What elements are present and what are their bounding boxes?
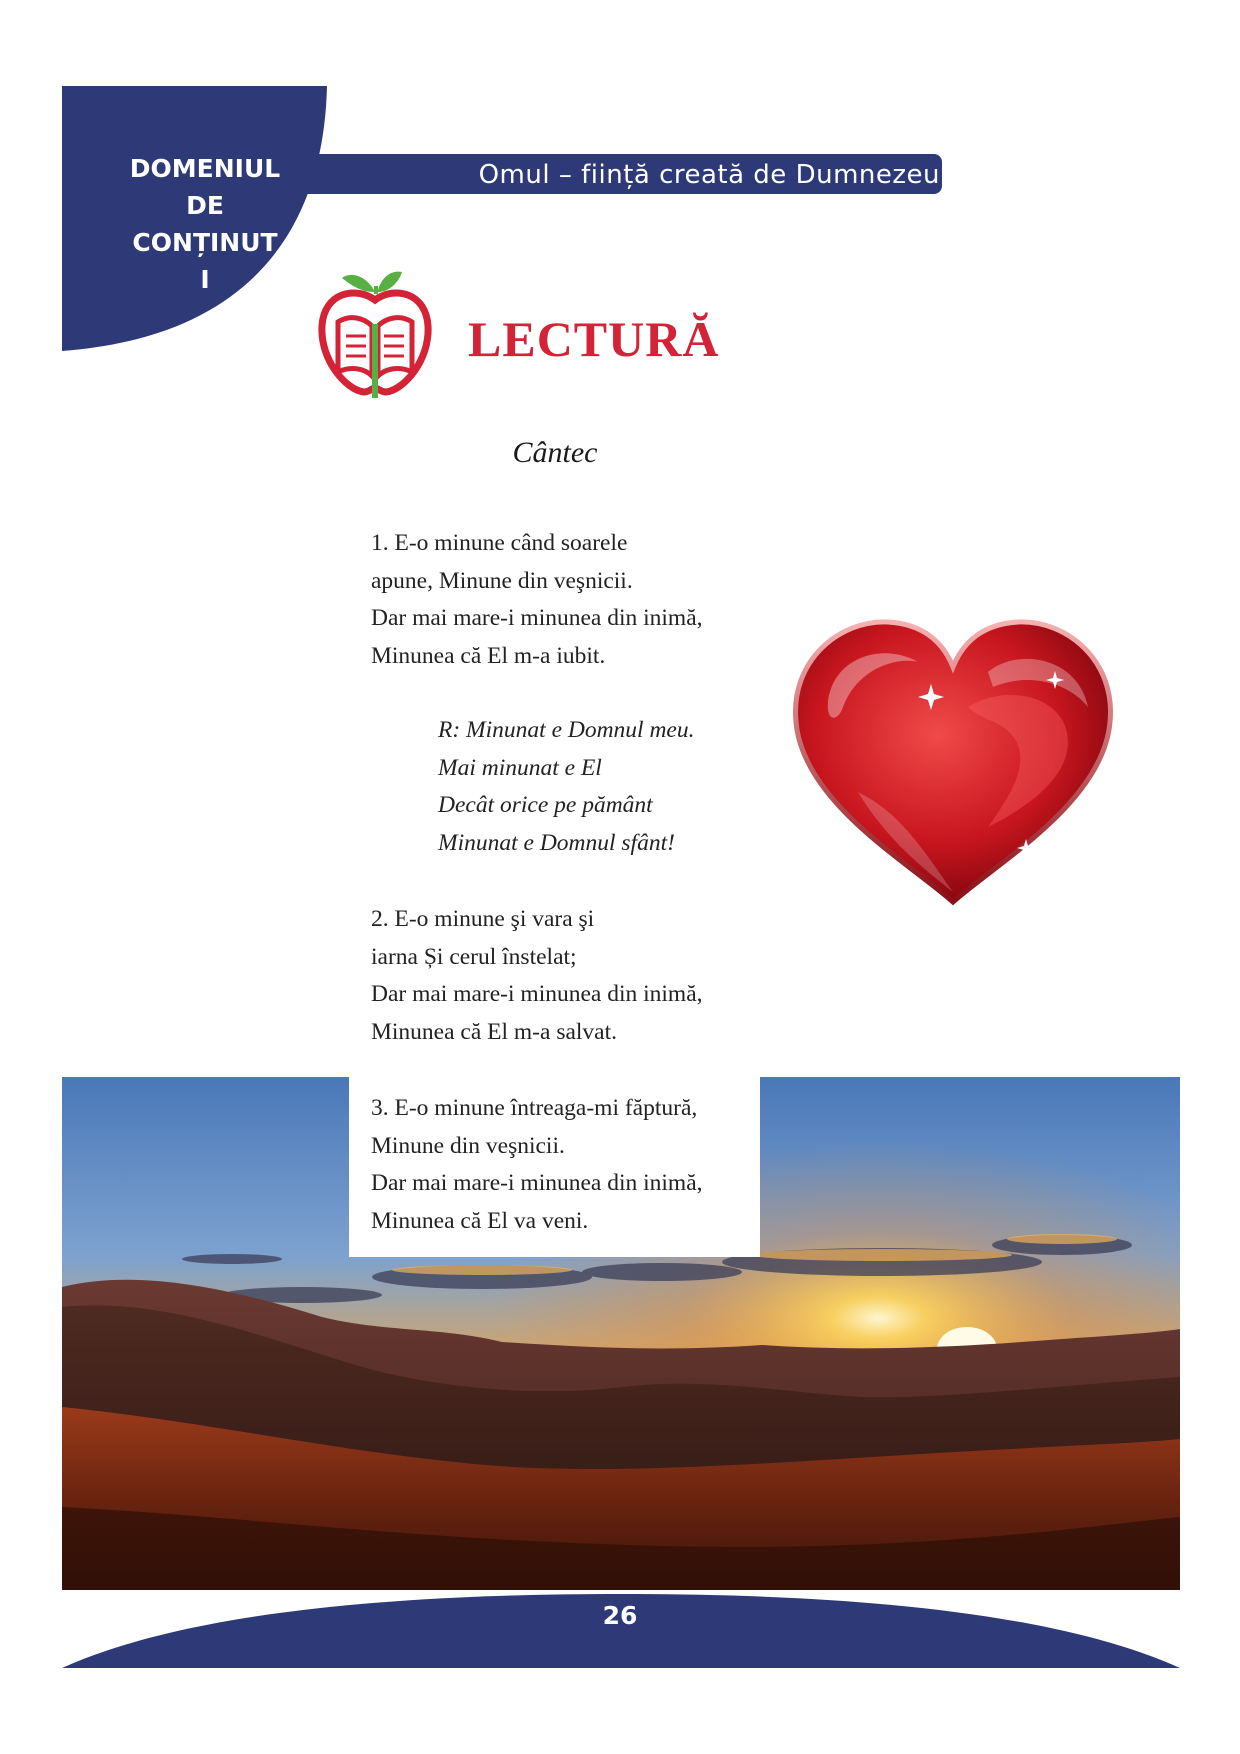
domain-line: DOMENIUL bbox=[129, 154, 281, 183]
domain-line: I bbox=[200, 265, 210, 294]
poem-line: 2. E-o minune şi vara şi bbox=[371, 906, 595, 932]
poem-line: Minunea că El m-a salvat. bbox=[371, 1018, 618, 1045]
domain-line: DE bbox=[186, 191, 224, 220]
domain-label bbox=[100, 150, 310, 298]
verse-3 bbox=[371, 1090, 703, 1240]
poem-line: Dar mai mare-i minunea din inimă, bbox=[371, 1170, 703, 1196]
poem-line: R: Minunat e Domnul meu. bbox=[438, 717, 695, 743]
refrain bbox=[438, 712, 695, 862]
poem-line: Minune din veşnicii. bbox=[371, 1132, 565, 1159]
poem-line: Mai minunat e El bbox=[438, 754, 602, 781]
section-heading: LECTURĂ bbox=[468, 311, 720, 367]
page-number: 26 bbox=[602, 1601, 638, 1630]
heart-image bbox=[788, 612, 1118, 912]
verse-2 bbox=[371, 901, 703, 1051]
poem-line: Dar mai mare-i minunea din inimă, bbox=[371, 981, 703, 1007]
apple-book-icon bbox=[316, 264, 434, 400]
poem-line: 1. E-o minune când soarele bbox=[371, 530, 628, 556]
poem-line: Minunea că El m-a iubit. bbox=[371, 642, 606, 669]
poem-line: Decât orice pe pământ bbox=[438, 792, 653, 818]
poem-title: Cântec bbox=[512, 436, 598, 469]
poem-line: Minunat e Domnul sfânt! bbox=[438, 829, 675, 856]
poem-line: Dar mai mare-i minunea din inimă, bbox=[371, 605, 703, 631]
chapter-title: Omul – ființă creată de Dumnezeu bbox=[478, 160, 940, 190]
poem-line: Minunea că El va veni. bbox=[371, 1207, 589, 1234]
poem-line: iarna Și cerul înstelat; bbox=[371, 943, 577, 970]
poem-line: 3. E-o minune întreaga-mi făptură, bbox=[371, 1095, 698, 1121]
domain-line: CONȚINUT bbox=[132, 228, 278, 257]
verse-1 bbox=[371, 525, 703, 675]
poem-line: apune, Minune din veşnicii. bbox=[371, 567, 633, 594]
